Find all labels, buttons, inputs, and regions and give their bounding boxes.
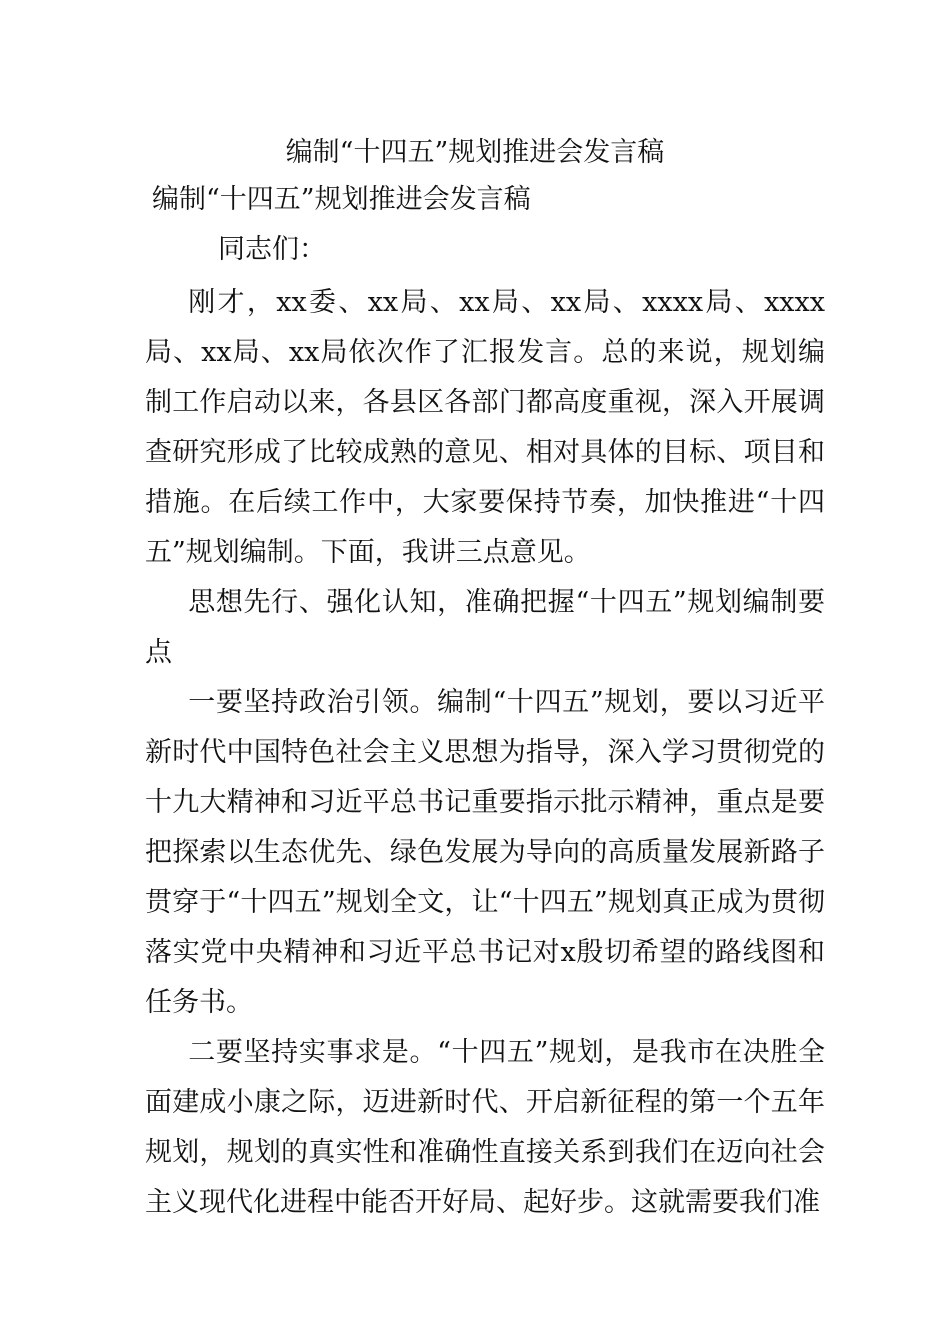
paragraph-opening: 刚才，xx委、xx局、xx局、xx局、xxxx局、xxxx局、xx局、xx局依次作了汇报发言。总的来说，规划编制工作启动以来，各县区各部门都高度重视，深入开展调查研究形成了比较成熟的意见、相对具体的目标、项目和措施。在后续工作中，大家要保持节奏，加快推进“十四五”规划编制。下面，我讲三点意见。	[145, 287, 825, 568]
paragraph-point-2: 二要坚持实事求是。“十四五”规划，是我市在决胜全面建成小康之际，迈进新时代、开启新征程的第一个五年规划，规划的真实性和准确性直接关系到我们在迈向社会主义现代化进程中能否开好局、起好步。这就需要我们准	[145, 1037, 825, 1218]
document-title: 编制“十四五”规划推进会发言稿	[285, 137, 665, 168]
document-subtitle: 编制“十四五”规划推进会发言稿	[152, 184, 531, 215]
document-body	[145, 278, 825, 1228]
greeting: 同志们：	[218, 234, 326, 265]
section-heading-1: 思想先行、强化认知，准确把握“十四五”规划编制要点	[145, 587, 825, 668]
paragraph-point-1: 一要坚持政治引领。编制“十四五”规划，要以习近平新时代中国特色社会主义思想为指导，深入学习贯彻党的十九大精神和习近平总书记重要指示批示精神，重点是要把探索以生态优先、绿色发展为导向的高质量发展新路子贯穿于“十四五”规划全文，让“十四五”规划真正成为贯彻落实党中央精神和习近平总书记对x殷切希望的路线图和任务书。	[145, 687, 825, 1018]
